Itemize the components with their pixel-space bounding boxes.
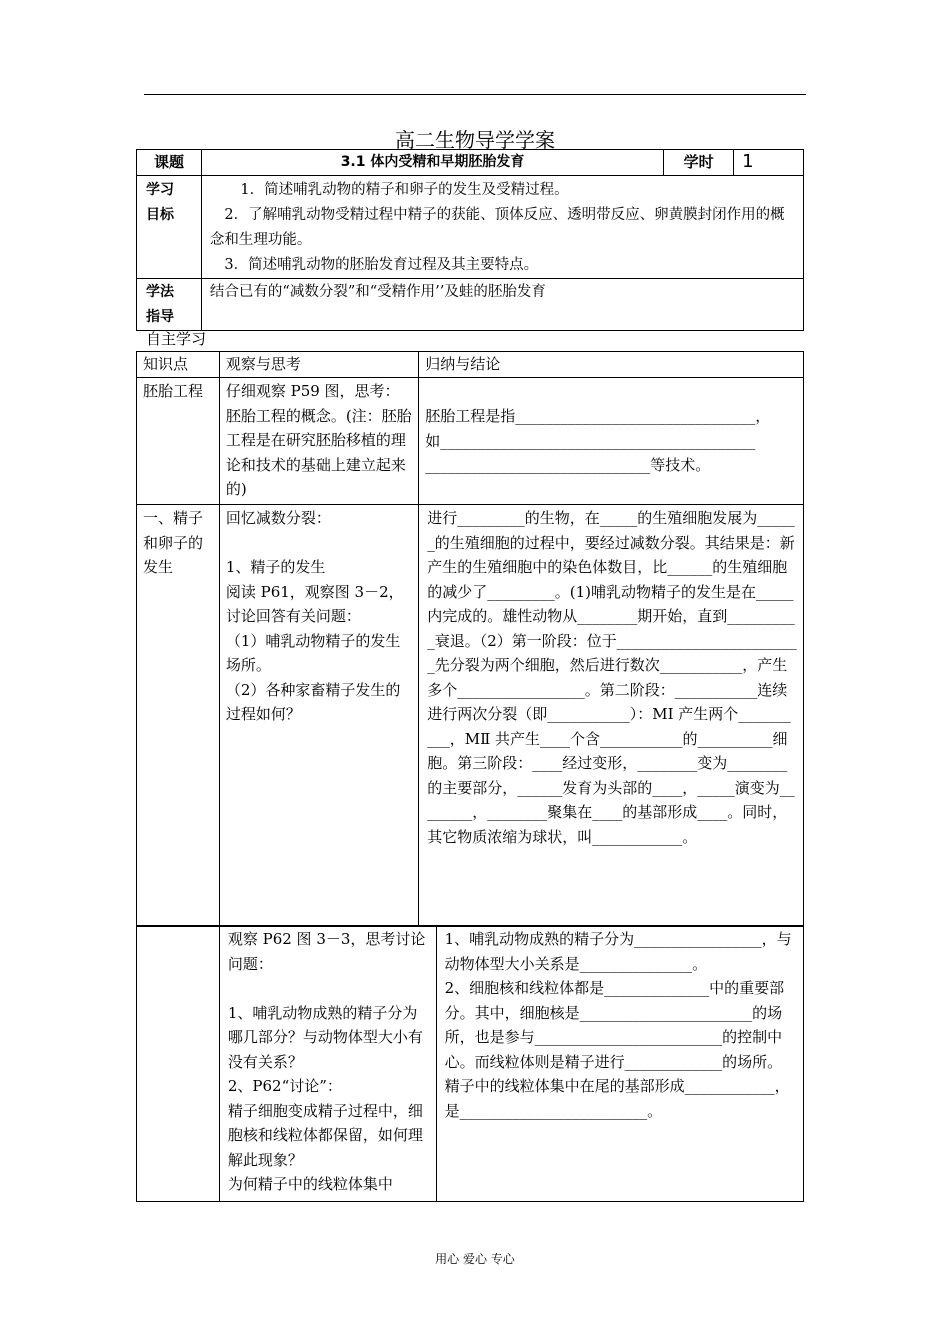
row1-line-3: ______________________________等技术。	[425, 456, 711, 474]
hours-value: 1	[734, 150, 804, 176]
row3-observe-4: 精子细胞变成精子过程中，细胞核和线粒体都保留，如何理解此现象？	[227, 1101, 423, 1169]
row2-observe-1: 回忆减数分裂：	[225, 509, 331, 527]
row2-observe-5: （2）各种家畜精子发生的过程如何？	[225, 680, 401, 723]
method-label-1: 学法	[146, 284, 174, 300]
row3-conclusion-1: 1、哺乳动物成熟的精子分为_________________，与动物体型大小关系是_______________。	[444, 930, 792, 973]
self-study-label: 自主学习	[146, 330, 207, 348]
page-footer: 用心 爱心 专心	[435, 1252, 515, 1266]
goal-1: 1．简述哺乳动物的精子和卵子的发生及受精过程。	[240, 182, 569, 198]
row2-observe-2: 1、精子的发生	[225, 558, 326, 576]
row2-conclusion: 进行_________的生物，在_____的生殖细胞发展为______的生殖细胞的过程中，要经过减数分裂。其结果是：新产生的生殖细胞中的染色体数目，比______的生殖细胞的减少了_________。(1)哺乳动物精子的发生是在_____内完成的。雄性动物从________期开始，直到__________衰退。（2）第一阶段：位于_________________________先分裂为两个细胞，然后进行数次___________，产生多个_________________。第二阶段：___________连续进行两次分裂（即___________）：MⅠ 产生两个__________，MⅡ 共产生____个含___________的__________细胞。第三阶段：____经过变形，________变为________的主要部分，______发育为头部的____，_____演变为________，________聚集在____的基部形成____。同时，其它物质浓缩为球状，叫____________。	[419, 505, 804, 927]
row2-observe-4: （1）哺乳动物精子的发生场所。	[225, 631, 401, 674]
goal-3: 3．简述哺乳动物的胚胎发育过程及其主要特点。	[224, 257, 539, 273]
row2-observe	[219, 505, 418, 927]
row1-conclusion	[419, 378, 804, 505]
row3-observe-3: 2、P62“讨论”：	[227, 1077, 342, 1095]
row1-observe: 仔细观察 P59 图，思考：胚胎工程的概念。(注：胚胎工程是在研究胚胎移植的理论和技术的基础上建立起来的)	[219, 378, 418, 505]
row3-topic	[137, 926, 220, 1202]
method-label-2: 指导	[146, 309, 174, 325]
method-text: 结合已有的“减数分裂”和“受精作用’’及蛙的胚胎发育	[201, 279, 803, 331]
col-header-observe: 观察与思考	[219, 352, 418, 378]
row3-observe	[219, 926, 436, 1202]
row1-line-2: 如__________________________________________	[425, 431, 756, 450]
row1-topic: 胚胎工程	[137, 378, 220, 505]
document-title: 高二生物导学学案	[395, 128, 555, 152]
study-table-continued	[136, 925, 804, 1202]
header-table	[136, 149, 804, 331]
goals-label	[137, 176, 202, 279]
row1-line-1: 胚胎工程是指________________________________，	[425, 407, 771, 425]
row3-observe-5: 为何精子中的线粒体集中	[227, 1175, 393, 1193]
row3-conclusion	[436, 926, 803, 1202]
study-table	[136, 351, 804, 927]
row2-topic: 一、精子和卵子的发生	[137, 505, 220, 927]
method-label	[137, 279, 202, 331]
row3-observe-2: 1、哺乳动物成熟的精子分为哪几部分？与动物体型大小有没有关系？	[227, 1003, 423, 1071]
row3-conclusion-2: 2、细胞核和线粒体都是______________中的重要部分。其中，细胞核是_______________________的场所，也是参与_________________________的控制中心。而线粒体则是精子进行_____________的场所。精子中的线粒体集中在尾的基部形成____________，是_________________________。	[444, 979, 790, 1120]
goals-label-2: 目标	[146, 207, 174, 223]
row3-observe-1: 观察 P62 图 3－3，思考讨论问题：	[227, 930, 426, 973]
row2-observe-3: 阅读 P61，观察图 3－2，讨论回答有关问题：	[225, 582, 404, 625]
goals-label-1: 学习	[146, 182, 174, 198]
col-header-conclusion: 归纳与结论	[419, 352, 804, 378]
hours-label: 学时	[664, 150, 734, 176]
course-title: 3.1 体内受精和早期胚胎发育	[201, 150, 663, 176]
goals-content	[201, 176, 803, 279]
col-header-topic: 知识点	[137, 352, 220, 378]
top-rule	[144, 94, 806, 95]
goal-2: 2．了解哺乳动物受精过程中精子的获能、顶体反应、透明带反应、卵黄膜封闭作用的概念和生理功能。	[209, 207, 785, 248]
course-label: 课题	[137, 150, 202, 176]
